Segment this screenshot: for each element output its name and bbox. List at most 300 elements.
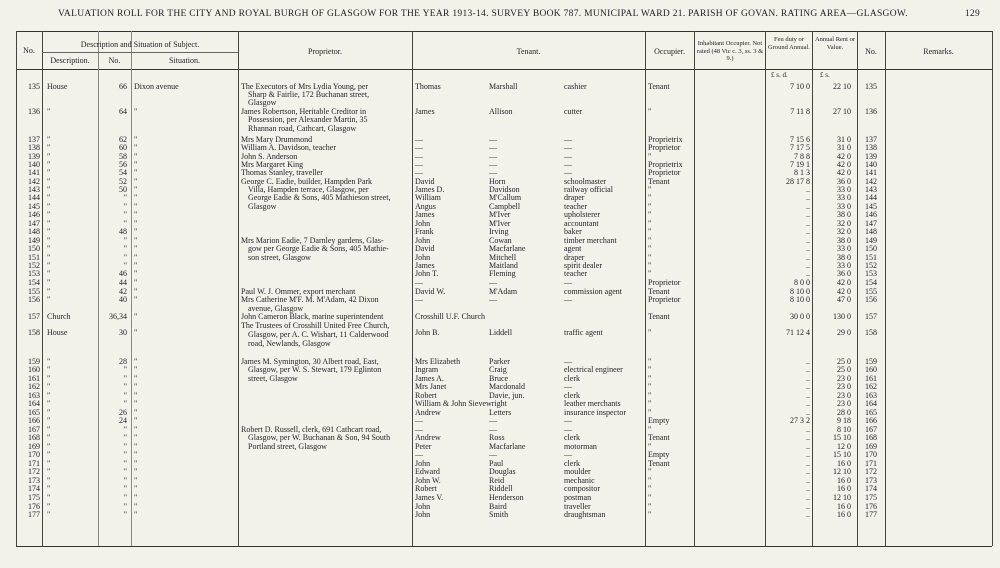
row-sub-no: " — [123, 459, 127, 468]
row-no-right: 176 — [865, 502, 877, 511]
row-description: " — [47, 135, 51, 144]
row-description: " — [47, 484, 51, 493]
row-tenant-forename: — — [415, 278, 423, 287]
row-tenant-forename: Crosshill U.F. Church — [415, 312, 486, 321]
row-no-right: 166 — [865, 416, 877, 425]
table-top-rule — [16, 31, 992, 32]
column-rule — [992, 31, 993, 546]
row-occupier: " — [648, 261, 652, 270]
row-sub-no: " — [123, 382, 127, 391]
row-occupier: " — [648, 269, 652, 278]
table-bottom-rule — [16, 546, 992, 547]
row-feu-duty: .. — [806, 202, 810, 211]
row-tenant-forename: John — [415, 510, 431, 519]
header-bottom-rule — [16, 69, 992, 70]
row-no-right: 158 — [865, 328, 877, 337]
proprietor-line: Glasgow — [248, 98, 277, 107]
row-no: 160 — [28, 365, 40, 374]
row-feu-duty: .. — [806, 484, 810, 493]
row-annual-rent: 16 0 — [837, 459, 851, 468]
row-tenant-surname: Marshall — [489, 82, 518, 91]
row-feu-duty: .. — [806, 244, 810, 253]
row-no: 176 — [28, 502, 40, 511]
row-no: 161 — [28, 374, 40, 383]
row-description: " — [47, 493, 51, 502]
row-annual-rent: 33 0 — [837, 193, 851, 202]
row-annual-rent: 31 0 — [837, 143, 851, 152]
row-annual-rent: 38 0 — [837, 253, 851, 262]
row-tenant-occupation: — — [564, 357, 572, 366]
row-description: " — [47, 374, 51, 383]
row-tenant-surname: Parker — [489, 357, 510, 366]
row-feu-duty: .. — [806, 510, 810, 519]
row-situation: " — [134, 312, 138, 321]
row-tenant-surname: — — [489, 425, 497, 434]
row-feu-duty: 28 17 8 — [786, 177, 810, 186]
row-tenant-forename: Mrs Elizabeth — [415, 357, 461, 366]
row-feu-duty: .. — [806, 365, 810, 374]
row-situation: " — [134, 408, 138, 417]
row-sub-no: " — [123, 365, 127, 374]
column-rule — [42, 31, 43, 546]
row-tenant-occupation: moulder — [564, 467, 591, 476]
row-no-right: 174 — [865, 484, 877, 493]
row-feu-duty: .. — [806, 219, 810, 228]
row-description: " — [47, 295, 51, 304]
row-no: 168 — [28, 433, 40, 442]
row-annual-rent: 12 10 — [833, 493, 851, 502]
row-description: " — [47, 287, 51, 296]
row-sub-no: 62 — [119, 135, 127, 144]
row-feu-duty: 7 8 8 — [794, 152, 810, 161]
row-occupier: " — [648, 253, 652, 262]
row-annual-rent: 22 10 — [833, 82, 851, 91]
proprietor-line: gow per George Eadie & Sons, 405 Mathie- — [248, 244, 389, 253]
row-occupier: " — [648, 107, 652, 116]
row-tenant-occupation: draper — [564, 253, 585, 262]
row-annual-rent: 27 10 — [833, 107, 851, 116]
proprietor-line: Mrs Margaret King — [241, 160, 304, 169]
row-tenant-occupation: compositor — [564, 484, 600, 493]
row-no-right: 163 — [865, 391, 877, 400]
row-tenant-forename: Angus — [415, 202, 436, 211]
row-no: 139 — [28, 152, 40, 161]
proprietor-line: Portland street, Glasgow — [248, 442, 327, 451]
rent-units: £ s. — [820, 71, 830, 79]
row-tenant-surname: — — [489, 135, 497, 144]
row-no: 150 — [28, 244, 40, 253]
row-no-right: 164 — [865, 399, 877, 408]
row-tenant-forename: John — [415, 459, 431, 468]
row-sub-no: 46 — [119, 269, 127, 278]
row-sub-no: " — [123, 253, 127, 262]
row-situation: " — [134, 416, 138, 425]
row-occupier: " — [648, 493, 652, 502]
row-description: " — [47, 399, 51, 408]
row-description: " — [47, 177, 51, 186]
row-sub-no: " — [123, 219, 127, 228]
row-feu-duty: .. — [806, 210, 810, 219]
row-occupier: " — [648, 202, 652, 211]
row-feu-duty: .. — [806, 476, 810, 485]
row-tenant-surname: — — [489, 416, 497, 425]
row-feu-duty: .. — [806, 382, 810, 391]
row-tenant-occupation: commission agent — [564, 287, 622, 296]
row-tenant-occupation: cashier — [564, 82, 587, 91]
row-annual-rent: 29 0 — [837, 328, 851, 337]
row-sub-no: " — [123, 202, 127, 211]
row-tenant-forename: — — [415, 152, 423, 161]
row-tenant-surname: Ross — [489, 433, 505, 442]
row-tenant-surname: Letters — [489, 408, 512, 417]
row-tenant-surname: Allison — [489, 107, 513, 116]
row-no: 152 — [28, 261, 40, 270]
row-tenant-occupation: — — [564, 135, 572, 144]
row-description: House — [47, 82, 68, 91]
row-situation: " — [134, 278, 138, 287]
row-sub-no: 60 — [119, 143, 127, 152]
row-sub-no: " — [123, 433, 127, 442]
proprietor-line: Sharp & Fairlie, 172 Buchanan street, — [248, 90, 370, 99]
row-no: 169 — [28, 442, 40, 451]
row-tenant-occupation: — — [564, 416, 572, 425]
row-tenant-forename: John B. — [415, 328, 440, 337]
row-sub-no: " — [123, 502, 127, 511]
row-situation: " — [134, 476, 138, 485]
row-tenant-occupation: teacher — [564, 269, 588, 278]
row-description: " — [47, 168, 51, 177]
row-description: " — [47, 160, 51, 169]
row-occupier: Tenant — [648, 287, 670, 296]
row-annual-rent: 33 0 — [837, 202, 851, 211]
row-feu-duty: .. — [806, 399, 810, 408]
row-feu-duty: 7 15 6 — [790, 135, 810, 144]
row-feu-duty: 8 10 0 — [790, 295, 810, 304]
column-rule — [857, 31, 858, 546]
row-no-right: 143 — [865, 185, 877, 194]
row-no: 135 — [28, 82, 40, 91]
row-no: 175 — [28, 493, 40, 502]
row-no: 141 — [28, 168, 40, 177]
row-occupier: " — [648, 484, 652, 493]
row-situation: " — [134, 502, 138, 511]
row-description: " — [47, 253, 51, 262]
row-tenant-occupation: timber merchant — [564, 236, 617, 245]
row-no-right: 151 — [865, 253, 877, 262]
proprietor-line: William A. Davidson, teacher — [241, 143, 336, 152]
row-occupier: " — [648, 193, 652, 202]
proprietor-line: Glasgow, per W. S. Stewart, 179 Eglinton — [248, 365, 382, 374]
row-tenant-surname: Davie, jun. — [489, 391, 525, 400]
row-no-right: 157 — [865, 312, 877, 321]
row-feu-duty: .. — [806, 185, 810, 194]
row-tenant-forename: John — [415, 219, 431, 228]
row-feu-duty: 30 0 0 — [790, 312, 810, 321]
row-description: " — [47, 450, 51, 459]
row-feu-duty: .. — [806, 269, 810, 278]
row-occupier: Empty — [648, 450, 670, 459]
row-occupier: " — [648, 244, 652, 253]
row-tenant-occupation: traveller — [564, 502, 591, 511]
row-no: 137 — [28, 135, 40, 144]
row-tenant-forename: Andrew — [415, 408, 441, 417]
row-occupier: " — [648, 399, 652, 408]
row-situation: " — [134, 287, 138, 296]
row-situation: " — [134, 374, 138, 383]
row-no-right: 172 — [865, 467, 877, 476]
row-description: " — [47, 510, 51, 519]
row-tenant-surname: Macfarlane — [489, 442, 526, 451]
row-no-right: 156 — [865, 295, 877, 304]
row-occupier: " — [648, 510, 652, 519]
row-tenant-forename: — — [415, 160, 423, 169]
row-tenant-forename: James D. — [415, 185, 445, 194]
row-feu-duty: 8 1 3 — [794, 168, 810, 177]
row-description: " — [47, 227, 51, 236]
row-occupier: " — [648, 236, 652, 245]
row-no: 172 — [28, 467, 40, 476]
row-occupier: Tenant — [648, 82, 670, 91]
group-header-rule — [42, 52, 238, 53]
row-tenant-forename: John — [415, 502, 431, 511]
row-tenant-forename: Peter — [415, 442, 432, 451]
row-tenant-surname: Cowan — [489, 236, 512, 245]
row-tenant-forename: Ingram — [415, 365, 439, 374]
row-tenant-occupation: clerk — [564, 459, 580, 468]
row-occupier: " — [648, 425, 652, 434]
row-tenant-surname: Campbell — [489, 202, 521, 211]
row-no: 171 — [28, 459, 40, 468]
column-rule — [412, 31, 413, 546]
row-tenant-forename: — — [415, 135, 423, 144]
row-tenant-forename: — — [415, 416, 423, 425]
row-tenant-surname: Paul — [489, 459, 504, 468]
row-no-right: 148 — [865, 227, 877, 236]
row-no-right: 149 — [865, 236, 877, 245]
row-tenant-forename: David W. — [415, 287, 446, 296]
row-no: 153 — [28, 269, 40, 278]
row-description: " — [47, 425, 51, 434]
row-no-right: 140 — [865, 160, 877, 169]
row-description: " — [47, 502, 51, 511]
row-tenant-forename: William & John Sievewright — [415, 399, 507, 408]
col-header-occupier: Occupier. — [654, 47, 685, 56]
row-description: " — [47, 107, 51, 116]
row-tenant-occupation: clerk — [564, 391, 580, 400]
row-tenant-occupation: teacher — [564, 202, 588, 211]
proprietor-line: John Cameron Black, marine superintendent — [241, 312, 384, 321]
row-annual-rent: 28 0 — [837, 408, 851, 417]
proprietor-line: The Trustees of Crosshill United Free Church, — [241, 321, 390, 330]
column-rule — [694, 31, 695, 546]
row-feu-duty: 8 0 0 — [794, 278, 810, 287]
row-tenant-forename: James — [415, 210, 435, 219]
row-situation: " — [134, 244, 138, 253]
row-occupier: " — [648, 476, 652, 485]
row-occupier: " — [648, 502, 652, 511]
row-situation: " — [134, 168, 138, 177]
row-feu-duty: .. — [806, 193, 810, 202]
row-situation: " — [134, 210, 138, 219]
row-tenant-forename: William — [415, 193, 441, 202]
row-feu-duty: 7 19 1 — [790, 160, 810, 169]
row-annual-rent: 31 0 — [837, 135, 851, 144]
row-no: 174 — [28, 484, 40, 493]
row-feu-duty: .. — [806, 433, 810, 442]
col-header-description: Description. — [50, 56, 90, 65]
row-tenant-forename: James — [415, 107, 435, 116]
column-rule — [765, 31, 766, 546]
row-no: 163 — [28, 391, 40, 400]
row-situation: " — [134, 202, 138, 211]
row-sub-no: " — [123, 244, 127, 253]
row-feu-duty: .. — [806, 408, 810, 417]
row-occupier: Empty — [648, 416, 670, 425]
column-rule — [645, 31, 646, 546]
row-occupier: " — [648, 391, 652, 400]
row-no: 136 — [28, 107, 40, 116]
row-occupier: " — [648, 185, 652, 194]
row-tenant-forename: James A. — [415, 374, 444, 383]
row-annual-rent: 12 10 — [833, 467, 851, 476]
row-description: " — [47, 261, 51, 270]
row-occupier: " — [648, 357, 652, 366]
row-tenant-surname: — — [489, 143, 497, 152]
col-header-remarks: Remarks. — [923, 47, 954, 56]
column-rule — [16, 31, 17, 546]
row-tenant-forename: John W. — [415, 476, 441, 485]
row-tenant-forename: John T. — [415, 269, 439, 278]
row-no-right: 153 — [865, 269, 877, 278]
row-situation: " — [134, 442, 138, 451]
column-rule — [131, 31, 132, 546]
col-header-no: No. — [23, 46, 35, 55]
proprietor-line: John S. Anderson — [241, 152, 298, 161]
row-description: " — [47, 408, 51, 417]
row-annual-rent: 15 10 — [833, 433, 851, 442]
row-tenant-surname: — — [489, 278, 497, 287]
proprietor-line: Glasgow — [248, 202, 277, 211]
row-feu-duty: 7 17 5 — [790, 143, 810, 152]
proprietor-line: The Executors of Mrs Lydia Young, per — [241, 82, 369, 91]
row-situation: " — [134, 177, 138, 186]
row-annual-rent: 32 0 — [837, 219, 851, 228]
row-annual-rent: 23 0 — [837, 399, 851, 408]
row-tenant-forename: John — [415, 253, 431, 262]
row-tenant-surname: — — [489, 295, 497, 304]
row-sub-no: 66 — [119, 82, 127, 91]
row-sub-no: 58 — [119, 152, 127, 161]
col-header-rent: Annual Rent or Value. — [814, 36, 856, 51]
proprietor-line: Mrs Catherine M'F. M. M'Adam, 42 Dixon — [241, 295, 379, 304]
row-occupier: " — [648, 365, 652, 374]
row-no: 140 — [28, 160, 40, 169]
row-sub-no: 24 — [119, 416, 127, 425]
row-occupier: Proprietrix — [648, 135, 683, 144]
row-feu-duty: .. — [806, 261, 810, 270]
row-sub-no: 42 — [119, 287, 127, 296]
row-tenant-occupation: upholsterer — [564, 210, 600, 219]
row-annual-rent: 47 0 — [837, 295, 851, 304]
row-no: 147 — [28, 219, 40, 228]
row-tenant-occupation: postman — [564, 493, 592, 502]
row-situation: " — [134, 365, 138, 374]
row-situation: " — [134, 143, 138, 152]
row-situation: " — [134, 433, 138, 442]
proprietor-line: son street, Glasgow — [248, 253, 311, 262]
row-occupier: Tenant — [648, 433, 670, 442]
row-tenant-forename: Frank — [415, 227, 434, 236]
row-no-right: 161 — [865, 374, 877, 383]
row-sub-no: 30 — [119, 328, 127, 337]
row-no-right: 173 — [865, 476, 877, 485]
row-occupier: " — [648, 152, 652, 161]
row-tenant-surname: — — [489, 450, 497, 459]
row-no: 162 — [28, 382, 40, 391]
row-tenant-surname: Mitchell — [489, 253, 517, 262]
row-no-right: 142 — [865, 177, 877, 186]
row-no-right: 152 — [865, 261, 877, 270]
row-situation: " — [134, 193, 138, 202]
row-annual-rent: 42 0 — [837, 160, 851, 169]
row-tenant-occupation: clerk — [564, 433, 580, 442]
row-tenant-forename: Edward — [415, 467, 440, 476]
proprietor-line: Rhannan road, Cathcart, Glasgow — [248, 124, 357, 133]
row-situation: " — [134, 295, 138, 304]
row-situation: " — [134, 425, 138, 434]
proprietor-line: Glasgow, per A. C. Wishart, 11 Calderwood — [248, 330, 389, 339]
row-description: " — [47, 467, 51, 476]
row-no-right: 154 — [865, 278, 877, 287]
col-header-proprietor: Proprietor. — [308, 47, 342, 56]
proprietor-line: street, Glasgow — [248, 374, 298, 383]
row-description: " — [47, 459, 51, 468]
row-annual-rent: 25 0 — [837, 365, 851, 374]
row-feu-duty: .. — [806, 442, 810, 451]
row-occupier: " — [648, 374, 652, 383]
row-no: 170 — [28, 450, 40, 459]
row-feu-duty: 71 12 4 — [786, 328, 810, 337]
row-tenant-surname: Henderson — [489, 493, 524, 502]
proprietor-line: Thomas Stanley, traveller — [241, 168, 323, 177]
row-tenant-occupation: clerk — [564, 374, 580, 383]
row-annual-rent: 23 0 — [837, 382, 851, 391]
row-no-right: 167 — [865, 425, 877, 434]
row-description: " — [47, 391, 51, 400]
row-tenant-surname: M'Callum — [489, 193, 522, 202]
row-tenant-surname: M'Iver — [489, 210, 511, 219]
row-situation: " — [134, 236, 138, 245]
row-annual-rent: 16 0 — [837, 476, 851, 485]
row-no: 149 — [28, 236, 40, 245]
row-annual-rent: 33 0 — [837, 185, 851, 194]
row-description: " — [47, 152, 51, 161]
proprietor-line: Possession, per Alexander Martin, 35 — [248, 115, 368, 124]
row-sub-no: " — [123, 484, 127, 493]
row-no: 138 — [28, 143, 40, 152]
row-no: 177 — [28, 510, 40, 519]
row-no: 155 — [28, 287, 40, 296]
row-no: 166 — [28, 416, 40, 425]
row-tenant-occupation: spirit dealer — [564, 261, 602, 270]
row-sub-no: 40 — [119, 295, 127, 304]
row-feu-duty: .. — [806, 357, 810, 366]
row-tenant-surname: M'Adam — [489, 287, 518, 296]
row-description: " — [47, 202, 51, 211]
row-description: House — [47, 328, 68, 337]
row-sub-no: 52 — [119, 177, 127, 186]
row-no-right: 155 — [865, 287, 877, 296]
